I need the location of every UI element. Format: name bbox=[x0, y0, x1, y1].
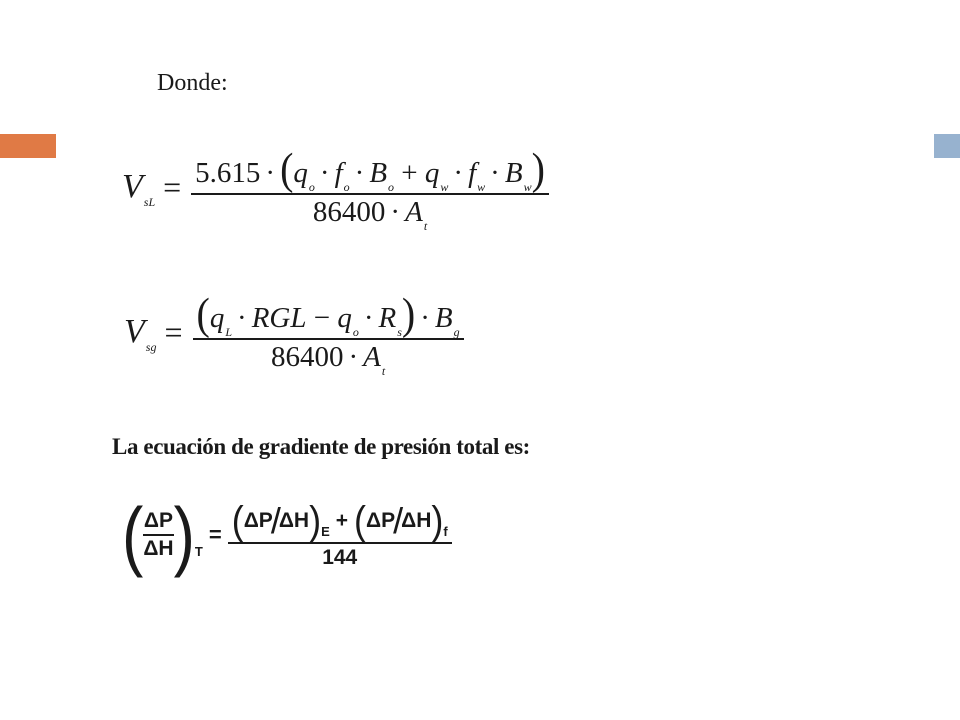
right-paren: ) bbox=[173, 491, 195, 579]
vsg-numerator: ($q_L$ · RGL − $q_o \cdot R_s) \cdot B_g$ bbox=[196, 288, 460, 339]
orange-accent-bar bbox=[0, 134, 56, 158]
gradient-denominator: 144 bbox=[322, 546, 358, 569]
gradient-fraction bbox=[228, 497, 452, 570]
left-paren: ( bbox=[122, 491, 144, 579]
blue-accent-bar bbox=[934, 134, 960, 158]
vsl-fraction bbox=[191, 143, 549, 233]
gradient-numerator: ( ΔP / ΔH ) E + ( ΔP / ΔH ) f bbox=[231, 497, 448, 543]
donde-label: Donde: bbox=[157, 70, 228, 96]
equation-total-gradient bbox=[122, 491, 452, 579]
vsl-symbol: $V_{sL}$ bbox=[122, 168, 156, 210]
vsg-denominator: $86400 \cdot A_t$ bbox=[270, 341, 386, 378]
vsg-symbol: $V_{sg}$ bbox=[124, 313, 157, 355]
vsl-numerator: $5.615 \cdot (q_o \cdot f_o \cdot B_o + q_w \cdot f_w \cdot B_w)$ bbox=[195, 143, 545, 194]
vsl-denominator: $86400 \cdot A_t$ bbox=[312, 196, 428, 233]
dp-dh-fraction: $\frac{\Delta P}{\Delta H}$ bbox=[143, 508, 174, 560]
gradient-heading: La ecuación de gradiente de presión total es: bbox=[112, 434, 530, 459]
equation-vsl bbox=[122, 143, 549, 233]
equals-sign: = bbox=[164, 313, 183, 350]
equals-sign: = bbox=[208, 522, 222, 547]
subscript-t: T bbox=[194, 543, 203, 559]
equals-sign: = bbox=[163, 168, 182, 205]
vsg-fraction bbox=[193, 288, 464, 378]
equation-vsg bbox=[124, 288, 464, 378]
